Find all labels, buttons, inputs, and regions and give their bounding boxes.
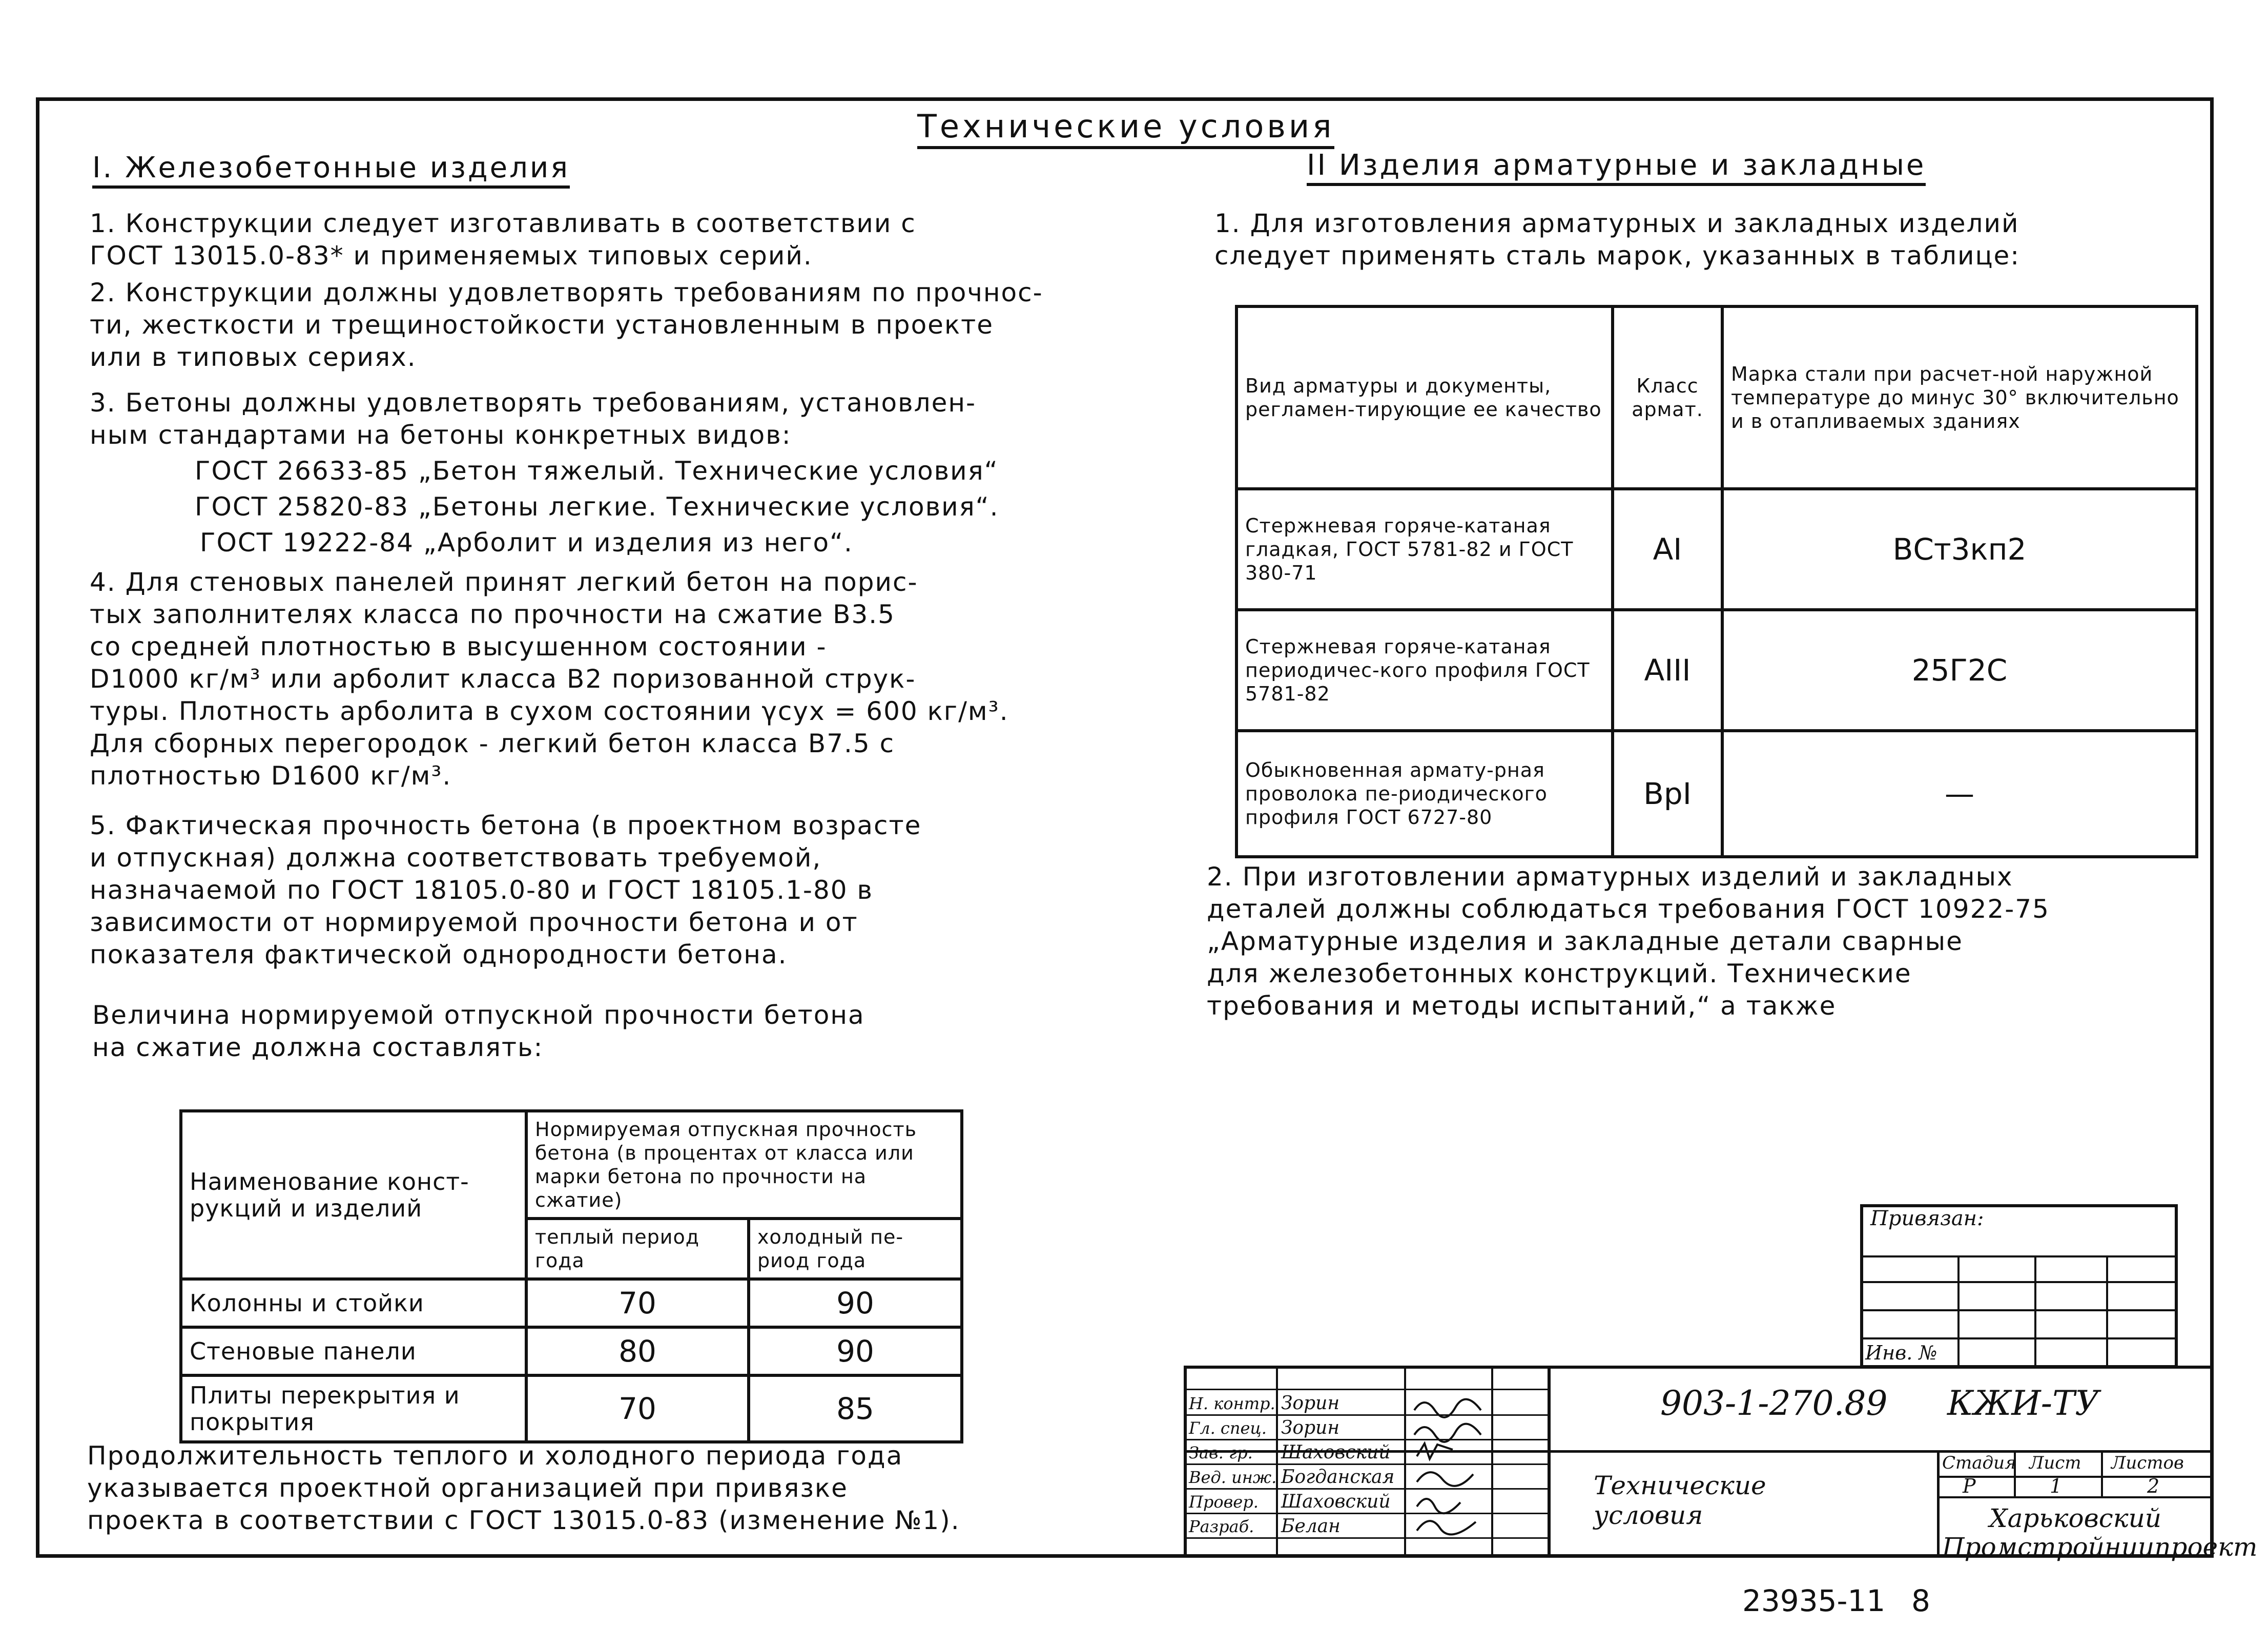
divider <box>2101 1450 2103 1496</box>
table2-cell-class: ВрI <box>1613 731 1722 857</box>
table1-col-warm: теплый период года <box>526 1219 749 1279</box>
signature-mark <box>1417 1472 1473 1486</box>
staff-role: Вед. инж. <box>1189 1468 1277 1487</box>
signature-mark <box>1414 1424 1481 1442</box>
document-mark: КЖИ-ТУ <box>1947 1384 2099 1423</box>
signature-mark <box>1417 1499 1460 1513</box>
sheet-name: Технические условия <box>1594 1471 1766 1530</box>
divider <box>1184 1389 1548 1390</box>
divider <box>1184 1537 1548 1539</box>
staff-role: Разраб. <box>1189 1517 1254 1536</box>
table1-cell-warm: 70 <box>526 1375 749 1442</box>
section2-item-2: 2. При изготовлении арматурных изделий и закладных деталей должны соблюдаться требования ГОСТ 10922-75 „Арматурные изделия и закладные детали сварные для железобетонных конструкций. Технические требования и методы испытаний,“ а также <box>1207 862 2050 1021</box>
table1-group-header: Нормируемая отпускная прочность бетона (в процентах от класса или марки бетона по прочности на сжатие) <box>526 1111 962 1219</box>
page-title: Технические условия <box>917 108 1334 149</box>
table2-col-grade: Марка стали при расчет-ной наружной температуре до минус 30° включительно и в отапливаемых зданиях <box>1722 306 2197 489</box>
gost-line: ГОСТ 26633-85 „Бетон тяжелый. Технические условия“ <box>195 456 999 486</box>
table-row <box>1236 489 2197 610</box>
table2-cell-grade: 25Г2С <box>1722 610 2197 731</box>
stage-value: Р <box>1963 1475 1976 1497</box>
divider <box>1937 1496 2214 1498</box>
divider <box>1860 1255 2178 1257</box>
divider <box>1937 1476 2214 1478</box>
divider <box>1491 1366 1493 1558</box>
section1-item-5: 5. Фактическая прочность бетона (в проектном возрасте и отпускная) должна соответствовать требуемой, назначаемой по ГОСТ 18105.0-80 и ГОСТ 18105.1-80 в зависимости от нормируемой прочности бетона и от показателя фактической однородности бетона. <box>90 811 922 970</box>
table1-cell-name: Колонны и стойки <box>181 1279 526 1327</box>
divider <box>2106 1255 2108 1368</box>
section1-item-2: 2. Конструкции должны удовлетворять требованиям по прочнос- ти, жесткости и трещиностойкости установленным в проекте или в типовых сериях. <box>90 278 1043 372</box>
steel-table <box>1235 305 2198 858</box>
table2-cell-class: AIII <box>1613 610 1722 731</box>
staff-role: Гл. спец. <box>1189 1418 1267 1438</box>
table-row <box>181 1279 962 1327</box>
inventory-label: Инв. № <box>1865 1342 1937 1364</box>
divider <box>1184 1414 1548 1416</box>
table2-cell-class: AI <box>1613 489 1722 610</box>
staff-name: Белан <box>1281 1516 1341 1537</box>
divider <box>1184 1439 1548 1440</box>
staff-name: Шаховский <box>1281 1491 1391 1512</box>
staff-name: Шаховский <box>1281 1442 1391 1463</box>
divider <box>1860 1309 2178 1311</box>
table1-cell-warm: 80 <box>526 1327 749 1375</box>
divider <box>1937 1450 1940 1558</box>
staff-name: Зорин <box>1281 1417 1340 1438</box>
table1-cell-warm: 70 <box>526 1279 749 1327</box>
sheets-header: Листов <box>2111 1453 2184 1473</box>
section1-season-note: Продолжительность теплого и холодного периода года указывается проектной организацией при привязке проекта в соответствии с ГОСТ 13015.0-83 (изменение №1). <box>87 1441 960 1535</box>
section1-heading: I. Железобетонные изделия <box>92 151 570 189</box>
table1-cell-name: Плиты перекрытия и покрытия <box>181 1375 526 1442</box>
table-row <box>1236 731 2197 857</box>
divider <box>1184 1488 1548 1490</box>
binding-label: Привязан: <box>1870 1207 1984 1230</box>
section1-bearing-strength-note: Величина нормируемой отпускной прочности бетона на сжатие должна составлять: <box>92 1000 865 1062</box>
section1-item-1: 1. Конструкции следует изготавливать в соответствии с ГОСТ 13015.0-83* и применяемых типовых серий. <box>90 209 916 271</box>
signature-mark <box>1417 1443 1453 1459</box>
divider <box>1184 1463 1548 1465</box>
gost-line: ГОСТ 25820-83 „Бетоны легкие. Технические условия“. <box>195 492 999 522</box>
archive-page: 8 <box>1911 1583 1930 1618</box>
signature-mark <box>1414 1399 1481 1417</box>
table-row <box>181 1327 962 1375</box>
divider <box>1860 1281 2178 1283</box>
staff-role: Провер. <box>1189 1492 1259 1512</box>
sheet-header: Лист <box>2029 1453 2081 1473</box>
signatures <box>1409 1390 1491 1543</box>
organization-name: Харьковский Промстройниипроект <box>1942 1503 2258 1562</box>
table2-col-class: Класс армат. <box>1613 306 1722 489</box>
staff-name: Богданская <box>1281 1467 1395 1488</box>
stage-header: Стадия <box>1942 1453 2016 1473</box>
table1-cell-cold: 90 <box>749 1327 962 1375</box>
divider <box>1957 1255 1960 1368</box>
table2-cell-grade: ВСт3кп2 <box>1722 489 2197 610</box>
divider <box>1184 1513 1548 1514</box>
section1-item-4: 4. Для стеновых панелей принят легкий бетон на порис- тых заполнителях класса по прочности на сжатие В3.5 со средней плотностью в высушенном состоянии - D1000 кг/м³ или арболит класса В2 поризованной струк- туры. Плотность арболита в сухом состоянии γсух = 600 кг/м³. Для сборных перегородок - легкий бетон класса В7.5 с плотностью D1600 кг/м³. <box>90 567 1009 791</box>
staff-role: Зав. гр. <box>1189 1443 1253 1462</box>
archive-code: 23935-11 <box>1742 1583 1886 1618</box>
table2-cell-type: Стержневая горяче-катаная гладкая, ГОСТ 5781-82 и ГОСТ 380-71 <box>1236 489 1613 610</box>
divider <box>1276 1366 1278 1558</box>
table1-cell-name: Стеновые панели <box>181 1327 526 1375</box>
divider <box>1860 1337 2178 1339</box>
staff-role: Н. контр. <box>1189 1394 1275 1413</box>
staff-name: Зорин <box>1281 1393 1340 1414</box>
table1-col-product: Наименование конст-рукций и изделий <box>181 1111 526 1279</box>
section1-item-3: 3. Бетоны должны удовлетворять требованиям, установлен- ным стандартами на бетоны конкретных видов: <box>90 388 977 450</box>
sheets-value: 2 <box>2147 1475 2160 1497</box>
divider <box>2034 1255 2036 1368</box>
section2-heading: II Изделия арматурные и закладные <box>1307 149 1926 186</box>
section2-item-1: 1. Для изготовления арматурных и закладных изделий следует применять сталь марок, указанных в таблице: <box>1214 209 2020 271</box>
divider <box>1404 1366 1406 1558</box>
table1-cell-cold: 90 <box>749 1279 962 1327</box>
table2-cell-type: Обыкновенная армату-рная проволока пе-риодического профиля ГОСТ 6727-80 <box>1236 731 1613 857</box>
table2-cell-grade: — <box>1722 731 2197 857</box>
table2-col-type: Вид арматуры и документы, регламен-тирующие ее качество <box>1236 306 1613 489</box>
table-row <box>181 1375 962 1442</box>
table-row <box>1236 610 2197 731</box>
sheet-value: 1 <box>2050 1475 2063 1497</box>
signature-mark <box>1417 1521 1476 1534</box>
gost-line: ГОСТ 19222-84 „Арболит и изделия из него“. <box>200 528 853 558</box>
table1-col-cold: холодный пе-риод года <box>749 1219 962 1279</box>
table1-cell-cold: 85 <box>749 1375 962 1442</box>
divider <box>1548 1366 1551 1558</box>
strength-table <box>179 1109 963 1443</box>
document-code: 903-1-270.89 <box>1660 1384 1888 1423</box>
table2-cell-type: Стержневая горяче-катаная периодичес-кого профиля ГОСТ 5781-82 <box>1236 610 1613 731</box>
